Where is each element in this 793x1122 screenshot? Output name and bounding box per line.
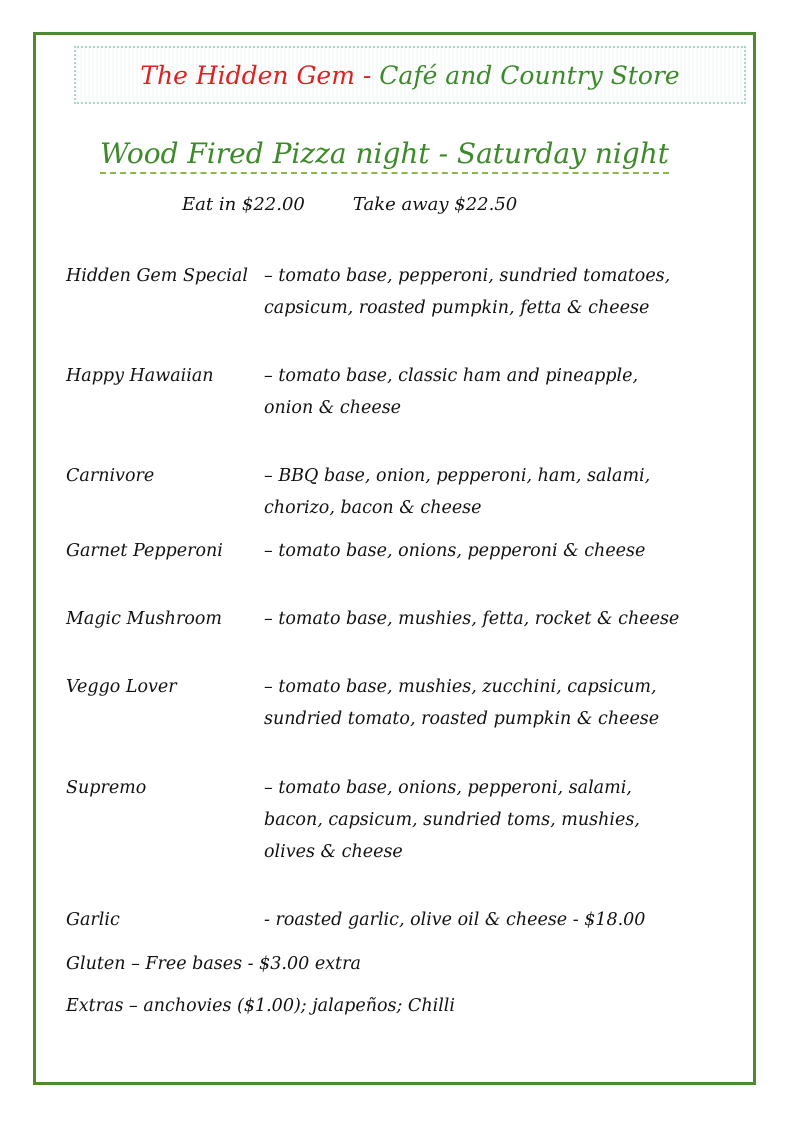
gluten-free-note: Gluten – Free bases - $3.00 extra xyxy=(66,954,361,974)
menu-item-description: – tomato base, onions, pepperoni & cheese xyxy=(264,541,646,561)
menu-item-name: Hidden Gem Special xyxy=(66,266,248,286)
title-banner xyxy=(74,46,746,104)
menu-item-description: - roasted garlic, olive oil & cheese - $18.00 xyxy=(264,910,646,930)
extras-note: Extras – anchovies ($1.00); jalapeños; Chilli xyxy=(66,996,455,1016)
menu-item-description: – tomato base, classic ham and pineapple, onion & cheese xyxy=(264,366,639,418)
menu-item-name: Happy Hawaiian xyxy=(66,366,214,386)
menu-item-name: Garlic xyxy=(66,910,120,930)
menu-item-name: Veggo Lover xyxy=(66,677,177,697)
take-away-price: Take away $22.50 xyxy=(352,194,518,215)
menu-item-description: – tomato base, mushies, zucchini, capsicum, sundried tomato, roasted pumpkin & cheese xyxy=(264,677,660,729)
menu-item-name: Magic Mushroom xyxy=(66,609,222,629)
menu-item-description: – BBQ base, onion, pepperoni, ham, salami, chorizo, bacon & cheese xyxy=(264,466,651,518)
eat-in-price: Eat in $22.00 xyxy=(182,194,305,215)
title-store-name: The Hidden Gem - xyxy=(140,60,380,90)
menu-item-description: – tomato base, mushies, fetta, rocket & cheese xyxy=(264,609,680,629)
menu-item-name: Garnet Pepperoni xyxy=(66,541,223,561)
menu-item-description: – tomato base, pepperoni, sundried tomatoes, capsicum, roasted pumpkin, fetta & cheese xyxy=(264,266,671,318)
menu-item-name: Supremo xyxy=(66,778,147,798)
title-store-subtitle: Café and Country Store xyxy=(379,60,680,90)
menu-item-description: – tomato base, onions, pepperoni, salami, bacon, capsicum, sundried toms, mushies, olives & cheese xyxy=(264,778,640,862)
price-line xyxy=(182,194,517,215)
menu-item-name: Carnivore xyxy=(66,466,155,486)
pizza-night-heading: Wood Fired Pizza night - Saturday night xyxy=(100,136,669,174)
